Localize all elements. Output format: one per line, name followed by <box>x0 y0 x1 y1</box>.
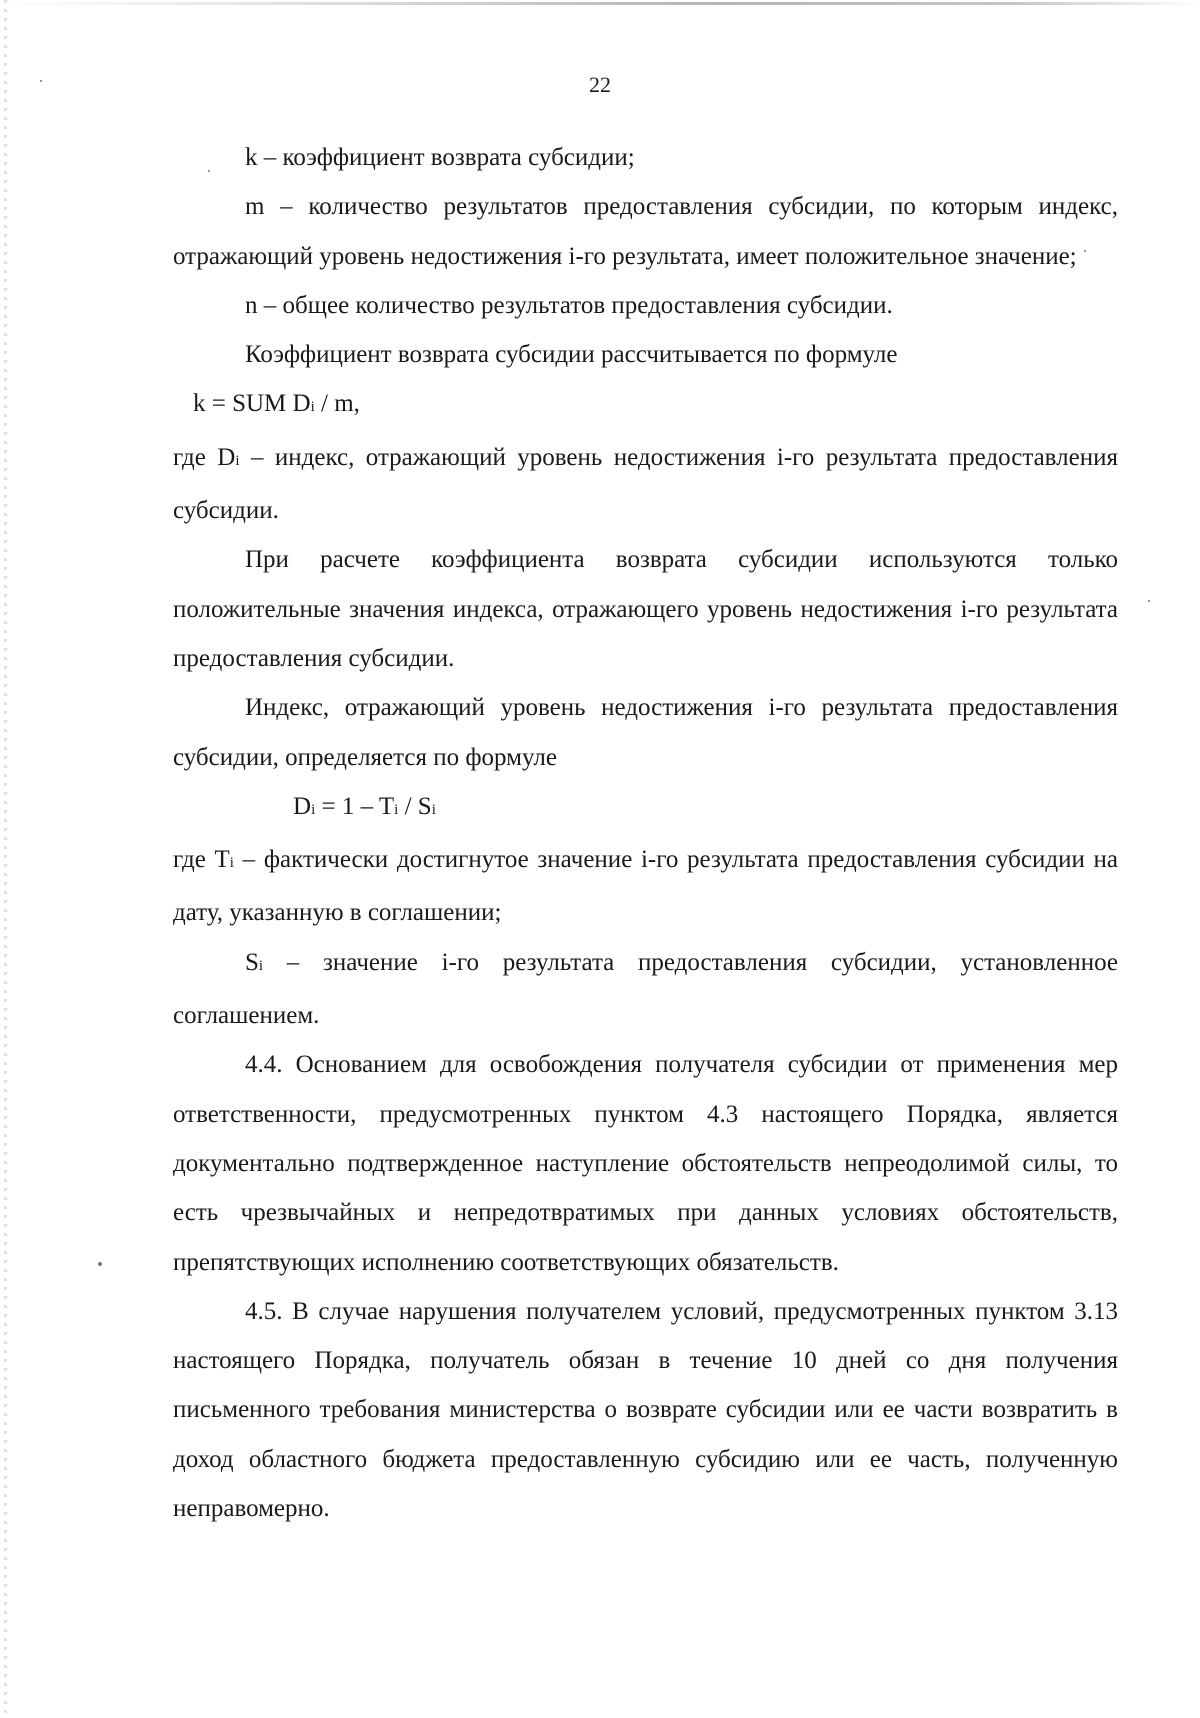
paragraph-4-4: 4.4. Основанием для освобождения получателя субсидии от применения мер ответственности, предусмотренных пунктом 4.3 настоящего Порядка, является документально подтвержденное наступление обстоятельств непреодолимой силы, то есть чрезвычайных и непредотвратимых при данных условиях обстоятельств, препятствующих исполнению соответствующих обязательств. <box>173 1051 1118 1276</box>
paragraph-4-5: 4.5. В случае нарушения получателем условий, предусмотренных пунктом 3.13 настоящего Порядка, получатель обязан в течение 10 дней со дня получения письменного требования министерства о возврате субсидии или ее части возвратить в доход областного бюджета предоставленную субсидию или ее часть, полученную неправомерно. <box>173 1297 1118 1523</box>
formula-d: Di = 1 – Ti / Si <box>293 792 436 820</box>
paragraph: k – коэффициент возврата субсидии; <box>245 144 635 171</box>
document-body <box>173 133 1118 1533</box>
page-number: 22 <box>589 72 611 97</box>
paragraph-where-t: где Ti – фактически достигнутое значение i-го результата предоставления субсидии на дату, указанную в соглашении; <box>173 846 1119 927</box>
paragraph: m – количество результатов предоставления субсидии, по которым индекс, отражающий уровень недостижения i-го результата, имеет положительное значение; <box>173 193 1118 270</box>
scan-edge-artifact <box>4 0 7 1718</box>
paragraph: При расчете коэффициента возврата субсидии используются только положительные значения индекса, отражающего уровень недостижения i-го результата предоставления субсидии. <box>173 546 1118 672</box>
paragraph: n – общее количество результатов предоставления субсидии. <box>245 291 893 319</box>
scan-speck <box>1148 600 1150 602</box>
formula-k: k = SUM Di / m, <box>193 390 360 418</box>
scan-edge-artifact <box>0 2 1200 5</box>
paragraph: Коэффициент возврата субсидии рассчитывается по формуле <box>245 341 898 369</box>
paragraph-s-definition: Si – значение i-го результата предоставления субсидии, установленное соглашением. <box>173 948 1118 1030</box>
paragraph-where-d: где Di – индекс, отражающий уровень недостижения i-го результата предоставления субсидии. <box>173 443 1118 525</box>
paragraph: Индекс, отражающий уровень недостижения i-го результата предоставления субсидии, определяется по формуле <box>173 694 1118 771</box>
scan-speck <box>98 1262 102 1266</box>
